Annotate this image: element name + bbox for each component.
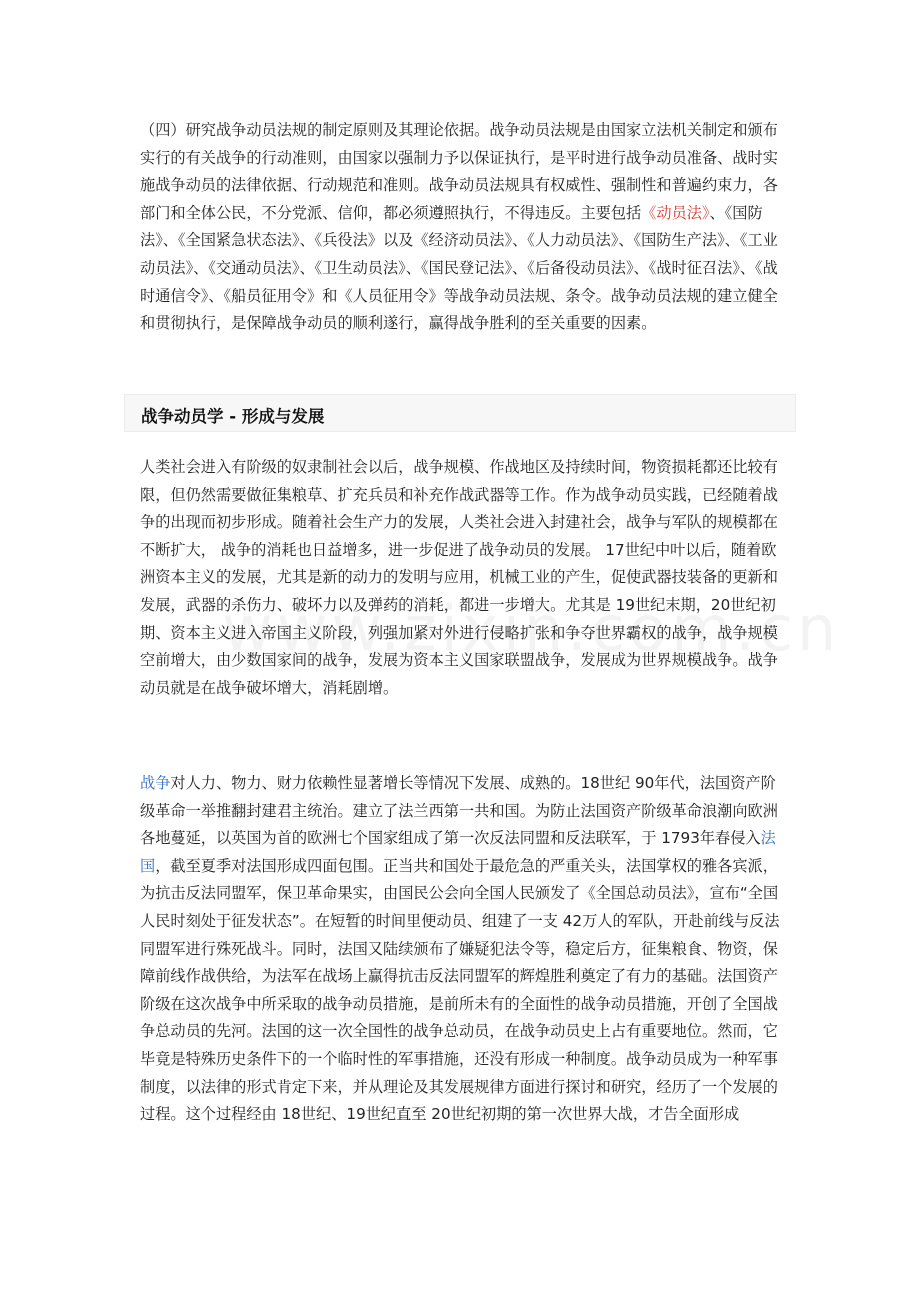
mobilization-law-link[interactable]: 《动员法》 xyxy=(641,203,710,222)
para1-text-after: 、《国防法》、《全国紧急状态法》、《兵役法》以及《经济动员法》、《人力动员法》、《国防生产法》、《工业动员法》、《交通动员法》、《卫生动员法》、《国民登记法》、《后备役动员法》、《战时征召法》、《战时通信令》、《船员征用令》和《人员征用令》等战争动员法规、条令。战争动员法规的建立健全和贯彻执行，是保障战争动员的顺利遂行，赢得战争胜利的至关重要的因素。 xyxy=(140,203,778,333)
war-link[interactable]: 战争 xyxy=(140,774,171,792)
paragraph-french-revolution xyxy=(140,770,785,1129)
para3-text-part1: 对人力、物力、财力依赖性显著增长等情况下发展、成熟的。18世纪 90年代，法国资产阶级革命一举推翻封建君主统治。建立了法兰西第一共和国。为防止法国资产阶级革命浪潮向欧洲各地蔓延，以英国为首的欧洲七个国家组成了第一次反法同盟和反法联军，于 1793年春侵入 xyxy=(140,774,778,848)
section-heading: 战争动员学 - 形成与发展 xyxy=(141,407,325,426)
paragraph-mobilization-laws xyxy=(140,117,785,338)
para1-text-before: （四）研究战争动员法规的制定原则及其理论依据。战争动员法规是由国家立法机关制定和颁布实行的有关战争的行动准则，由国家以强制力予以保证执行，是平时进行战争动员准备、战时实施战争动员的法律依据、行动规范和准则。战争动员法规具有权威性、强制性和普遍约束力，各部门和全体公民，不分党派、信仰，都必须遵照执行，不得违反。主要包括 xyxy=(140,121,778,222)
paragraph-formation: 人类社会进入有阶级的奴隶制社会以后，战争规模、作战地区及持续时间，物资损耗都还比较有限，但仍然需要做征集粮草、扩充兵员和补充作战武器等工作。作为战争动员实践，已经随着战争的出现而初步形成。随着社会生产力的发展，人类社会进入封建社会，战争与军队的规模都在不断扩大， 战争的消耗也日益增多，进一步促进了战争动员的发展。 17世纪中叶以后，随着欧洲资本主义的发展，尤其是新的动力的发明与应用，机械工业的产生，促使武器技装备的更新和发展，武器的杀伤力、破坏力以及弹药的消耗，都进一步增大。尤其是 19世纪末期，20世纪初期、资本主义进入帝国主义阶段，列强加紧对外进行侵略扩张和争夺世界霸权的战争，战争规模空前增大，由少数国家间的战争，发展为资本主义国家联盟战争，发展成为世界规模战争。战争动员就是在战争破坏增大，消耗剧增。 xyxy=(140,458,778,697)
section-heading-box xyxy=(124,394,796,432)
para3-text-part2: ，截至夏季对法国形成四面包围。正当共和国处于最危急的严重关头，法国掌权的雅各宾派，为抗击反法同盟军，保卫革命果实，由国民公会向全国人民颁发了《全国总动员法》，宣布“全国人民时刻处于征发状态”。在短暂的时间里便动员、组建了一支 42万人的军队，开赴前线与反法同盟军进行殊死战斗。同时，法国又陆续颁布了嫌疑犯法令等，稳定后方，征集粮食、物资，保障前线作战供给，为法军在战场上赢得抗击反法同盟军的辉煌胜利奠定了有力的基础。法国资产阶级在这次战争中所采取的战争动员措施，是前所未有的全面性的战争动员措施，开创了全国战争总动员的先河。法国的这一次全国性的战争总动员，在战争动员史上占有重要地位。然而，它毕竟是特殊历史条件下的一个临时性的军事措施，还没有形成一种制度。战争动员成为一种军事制度，以法律的形式肯定下来，并从理论及其发展规律方面进行探讨和研究，经历了一个发展的过程。这个过程经由 18世纪、19世纪直至 20世纪初期的第一次世界大战，才告全面形成 xyxy=(140,856,780,1124)
france-link[interactable]: 法国 xyxy=(140,829,776,875)
